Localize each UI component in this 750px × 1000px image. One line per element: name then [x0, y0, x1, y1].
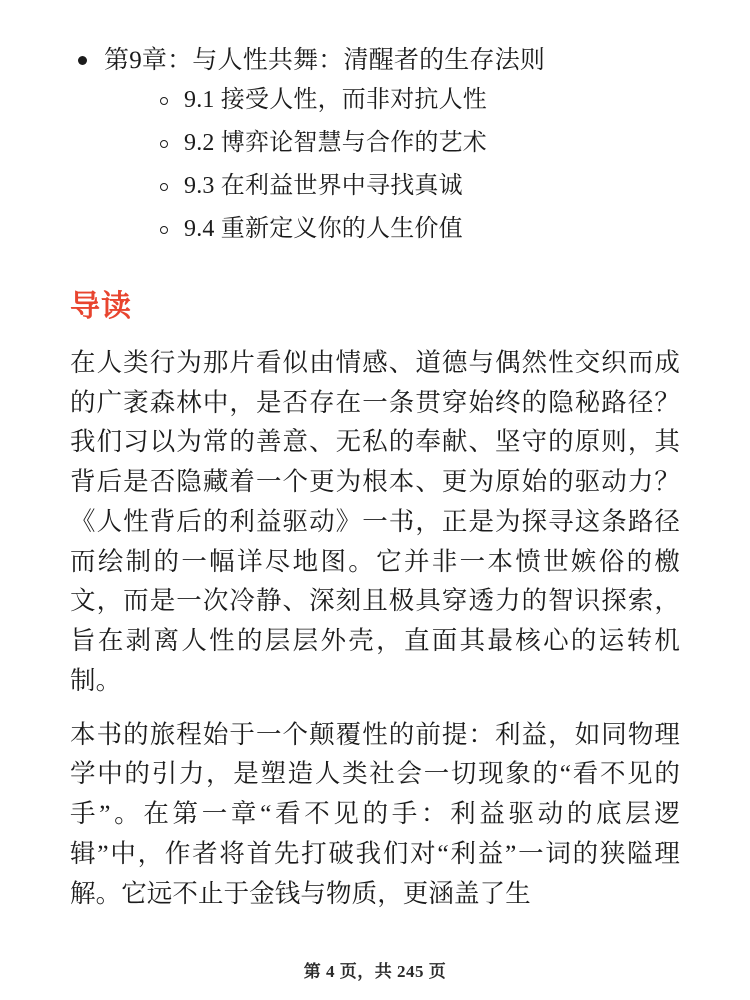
hollow-bullet-icon	[160, 97, 168, 105]
toc-subsection-item[interactable]	[104, 217, 680, 241]
toc-subsection-item[interactable]	[104, 88, 680, 112]
table-of-contents	[70, 44, 680, 241]
toc-subsection-list	[104, 88, 680, 241]
intro-paragraph-1: 在人类行为那片看似由情感、道德与偶然性交织而成的广袤森林中，是否存在一条贯穿始终的隐秘路径？我们习以为常的善意、无私的奉献、坚守的原则，其背后是否隐藏着一个更为根本、更为原始的驱动力？《人性背后的利益驱动》一书，正是为探寻这条路径而绘制的一幅详尽地图。它并非一本愤世嫉俗的檄文，而是一次冷静、深刻且极具穿透力的智识探索，旨在剥离人性的层层外壳，直面其最核心的运转机制。	[70, 347, 680, 695]
hollow-bullet-icon	[160, 140, 168, 148]
toc-subsection-label: 9.4 重新定义你的人生价值	[184, 215, 463, 242]
page-footer: 第 4 页，共 245 页	[303, 962, 447, 981]
toc-chapter-label: 第9章：与人性共舞：清醒者的生存法则	[104, 47, 546, 74]
hollow-bullet-icon	[160, 226, 168, 234]
toc-subsection-label: 9.3 在利益世界中寻找真诚	[184, 172, 463, 199]
toc-subsection-item[interactable]	[104, 174, 680, 198]
toc-subsection-label: 9.1 接受人性，而非对抗人性	[184, 86, 487, 113]
toc-subsection-label: 9.2 博弈论智慧与合作的艺术	[184, 129, 487, 156]
intro-paragraph-2: 本书的旅程始于一个颠覆性的前提：利益，如同物理学中的引力，是塑造人类社会一切现象的“看不见的手”。在第一章“看不见的手：利益驱动的底层逻辑”中，作者将首先打破我们对“利益”一词的狭隘理解。它远不止于金钱与物质，更涵盖了生	[70, 719, 680, 908]
bullet-icon	[78, 56, 87, 65]
section-heading-intro: 导读	[70, 289, 132, 323]
toc-chapter-item[interactable]	[70, 44, 680, 241]
hollow-bullet-icon	[160, 183, 168, 191]
toc-subsection-item[interactable]	[104, 131, 680, 155]
